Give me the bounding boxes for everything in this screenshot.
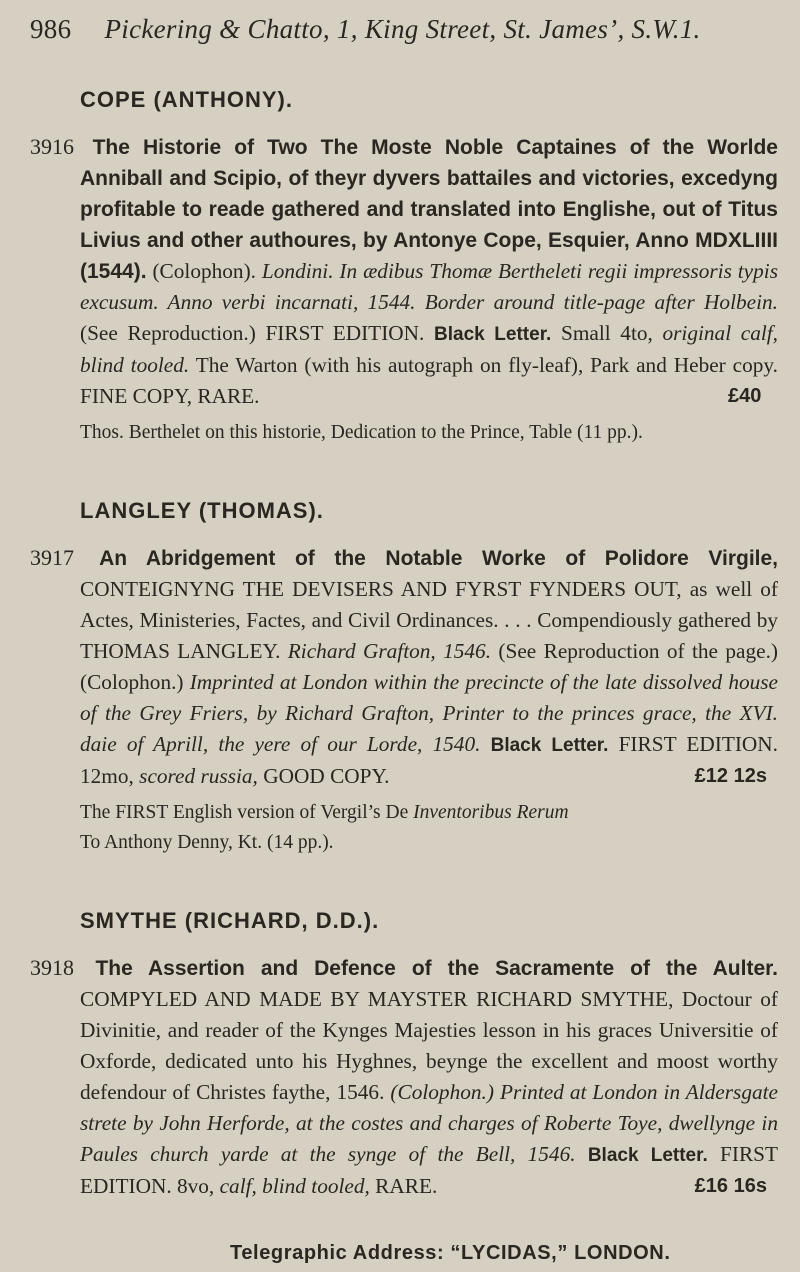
entry-format: Small 4to, <box>560 321 653 345</box>
entry-number: 3917 <box>30 545 74 570</box>
entry-text: COMPYLED AND MADE BY MAYSTER RICHARD SMYTHE, Doctour of Divinitie, and reader of the Kynges Majesties lesson in his graces Universitie of Oxforde, dedicated unto his Hyghnes, beynge the excellent and moost worthy defendour of Christes faythe, 1546. <box>80 987 778 1104</box>
entry-note: Thos. Berthelet on this historie, Dedication to the Prince, Table (11 pp.). <box>80 422 643 443</box>
running-head <box>30 14 778 45</box>
telegraphic-address: Telegraphic Address: “LYCIDAS,” LONDON. <box>230 1242 671 1264</box>
entry-title: The Assertion and Defence of the Sacramente of the Aulter. <box>95 957 778 980</box>
entry-title: An Abridgement of the Notable Worke of Polidore Virgile, <box>99 547 779 570</box>
catalogue-entry-3917 <box>30 542 778 792</box>
entry-text: (See Reproduction.) FIRST EDITION. <box>80 321 425 345</box>
page-number: 986 <box>30 14 72 44</box>
publisher-line: Pickering & Chatto, 1, King Street, St. James’, S.W.1. <box>104 14 701 44</box>
entry-format: FIRST EDITION. 12mo, <box>80 732 779 788</box>
black-letter-label: Black Letter. <box>490 735 609 756</box>
entry-text: (Colophon). <box>152 259 256 283</box>
note-dedication: To Anthony Denny, Kt. (14 pp.). <box>80 832 334 853</box>
black-letter-label: Black Letter. <box>587 1145 708 1166</box>
author-heading-cope: COPE (ANTHONY). <box>80 87 293 112</box>
entry-number: 3918 <box>30 955 74 980</box>
entry-price: £12 12s <box>694 765 767 787</box>
entry-binding: calf, blind tooled, <box>219 1174 370 1198</box>
entry-text: (See Reproduction of the page.) (Colophon.) <box>80 639 778 694</box>
entry-price: £16 16s <box>694 1175 767 1197</box>
entry-binding: scored russia, <box>139 764 258 788</box>
entry-binding: original calf, blind tooled. <box>80 321 779 377</box>
entry-number: 3916 <box>30 134 74 159</box>
black-letter-label: Black Letter. <box>434 324 552 345</box>
entry-printer: Richard Grafton, 1546. <box>287 639 492 663</box>
entry-condition: GOOD COPY. <box>263 764 390 788</box>
entry-colophon: Imprinted at London within the precincte of the late dissolved house of the Grey Friers, by Richard Grafton, Printer to the princes grace, the XVI. daie of Aprill, the yere of our Lorde, 1540. <box>80 670 778 756</box>
catalogue-entry-3916: 3916 The Historie of Two The Moste Noble Captaines of the Worlde Anniball and Scipio, of theyr dyvers battailes and victories, excedyng profitable to reade gathered and translated into Englishe, out of Titus Livius and other authoures, by Antonye Cope, Esquier, Anno MDXLIIII (1544). (Colophon). Londini. In ædibus Thomæ Bertheleti regii impressoris typis excusum. Anno verbi incarnati, 1544. Border around title-page after Holbein. (See Reproduction.) FIRST EDITION. Black Letter. Small 4to, original calf, blind tooled. The Warton (with his autograph on fly-leaf), Park and Heber copy. FINE COPY, RARE. £40 <box>30 134 779 408</box>
entry-provenance: The Warton (with his autograph on fly-leaf), Park and Heber copy. FINE COPY, RARE. <box>80 353 778 408</box>
entry-colophon: (Colophon.) Printed at London in Aldersgate strete by John Herforde, at the costes and charges of Roberte Toye, dwellynge in Paules church yarde at the synge of the Bell, 1546. <box>80 1080 778 1166</box>
entry-title: The Historie of Two The Moste Noble Captaines of the Worlde Anniball and Scipio, of theyr dyvers battailes and victories, excedyng profitable to reade gathered and translated into Englishe, out of Titus Livius and other authoures, by Antonye Cope, Esquier, Anno MDXLIIII (1544). <box>80 136 778 283</box>
entry-text: CONTEIGNYNG THE DEVISERS AND FYRST FYNDERS OUT, as well of Actes, Ministeries, Factes, and Civil Ordinances. . . . Compendiously gathered by THOMAS LANGLEY. <box>80 577 778 663</box>
author-heading-smythe: SMYTHE (RICHARD, D.D.). <box>80 908 380 933</box>
author-heading-langley: LANGLEY (THOMAS). <box>80 498 324 523</box>
entry-imprint: Londini. In ædibus Thomæ Bertheleti regii impressoris typis excusum. Anno verbi incarnati, 1544. Border around title-page after Holbein. <box>80 259 778 314</box>
entry-note <box>30 798 778 858</box>
catalogue-entry-3918 <box>30 952 778 1202</box>
entry-format: FIRST EDITION. 8vo, <box>80 1142 779 1198</box>
entry-condition: RARE. <box>375 1174 438 1198</box>
note-title: Inventoribus Rerum <box>413 802 569 823</box>
note-text: The FIRST English version of Vergil’s De <box>80 802 409 823</box>
